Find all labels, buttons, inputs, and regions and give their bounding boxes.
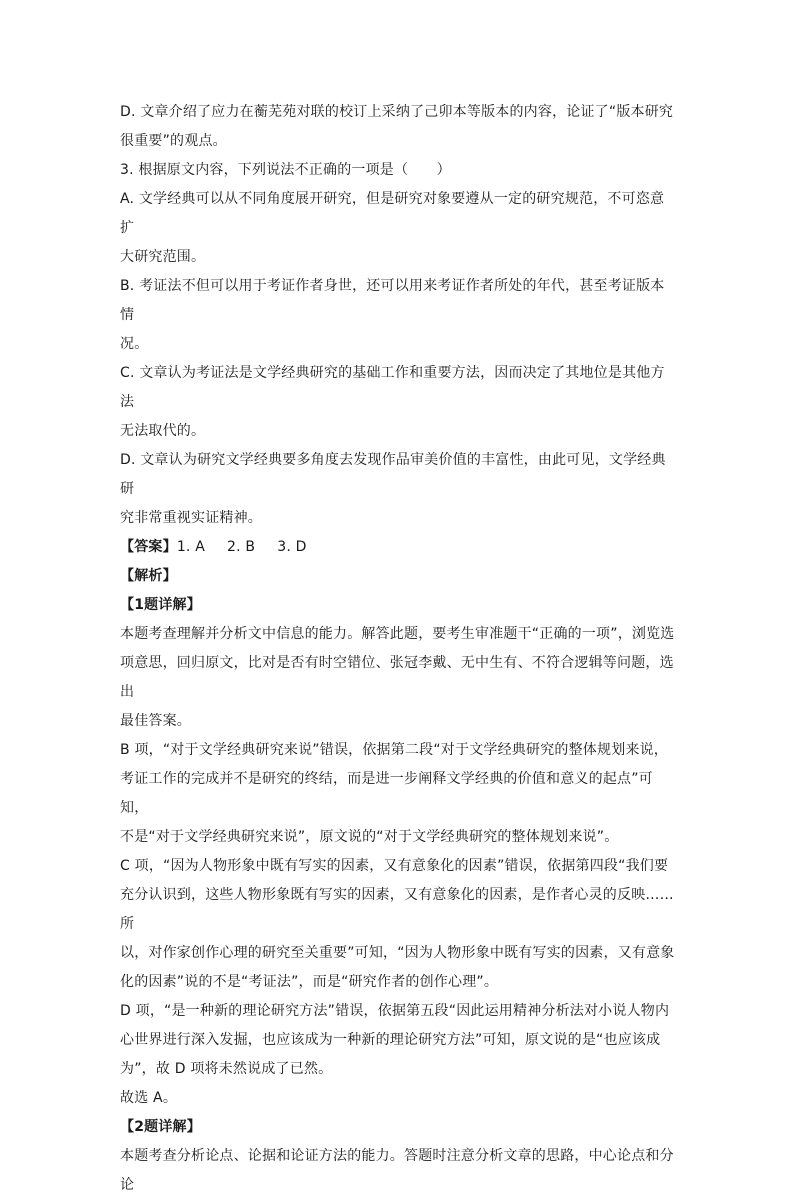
q3-option-d-line1: D. 文章认为研究文学经典要多角度去发现作品审美价值的丰富性，由此可见，文学经典研 <box>120 452 666 497</box>
q1-b-line: B 项，“对于文学经典研究来说”错误，依据第二段“对于文学经典研究的整体规划来说， <box>120 742 669 758</box>
q3-stem: 3. 根据原文内容，下列说法不正确的一项是（ ） <box>120 162 451 178</box>
q1-intro-line: 最佳答案。 <box>120 713 191 729</box>
answer-line <box>120 533 676 562</box>
q1-intro-line: 项意思，回归原文，比对是否有时空错位、张冠李戴、无中生有、不符合逻辑等问题，选出 <box>120 655 674 700</box>
q1-c-line: C 项，“因为人物形象中既有写实的因素，又有意象化的因素”错误，依据第四段“我们要 <box>120 858 669 874</box>
q1-c-line: 化的因素”说的不是“考证法”，而是“研究作者的创作心理”。 <box>120 974 499 990</box>
q1-heading: 【1题详解】 <box>120 597 201 613</box>
q2-option-d-line2: 很重要”的观点。 <box>120 133 227 149</box>
q2-intro-line: 本题考查分析论点、论据和论证方法的能力。答题时注意分析文章的思路，中心论点和分论 <box>120 1148 674 1193</box>
q3-option-c-line1: C. 文章认为考证法是文学经典研究的基础工作和重要方法，因而决定了其地位是其他方法 <box>120 365 665 410</box>
q1-b-line: 考证工作的完成并不是研究的终结，而是进一步阐释文学经典的价值和意义的起点”可知， <box>120 771 653 816</box>
q1-d-line: 心世界进行深入发掘，也应该成为一种新的理论研究方法”可知，原文说的是“也应该成 <box>120 1032 661 1048</box>
q1-d-line: D 项，“是一种新的理论研究方法”错误，依据第五段“因此运用精神分析法对小说人物内 <box>120 1003 670 1019</box>
answer-item: 2. B <box>227 539 256 555</box>
q2-option-d-line1: D. 文章介绍了应力在蘅芜苑对联的校订上采纳了己卯本等版本的内容，论证了“版本研究 <box>120 104 674 120</box>
q1-b-line: 不是“对于文学经典研究来说”，原文说的“对于文学经典研究的整体规划来说”。 <box>120 829 619 845</box>
q1-d-line: 为”，故 D 项将未然说成了已然。 <box>120 1061 333 1077</box>
q1-intro-line: 本题考查理解并分析文中信息的能力。解答此题，要考生审准题干“正确的一项”，浏览选 <box>120 626 675 642</box>
q3-option-b-line1: B. 考证法不但可以用于考证作者身世，还可以用来考证作者所处的年代，甚至考证版本情 <box>120 278 665 323</box>
answer-item: 1. A <box>176 539 205 555</box>
q3-option-b-line2: 况。 <box>120 336 149 352</box>
q1-c-line: 充分认识到，这些人物形象既有写实的因素，又有意象化的因素，是作者心灵的反映……所 <box>120 887 674 932</box>
q2-heading: 【2题详解】 <box>120 1119 201 1135</box>
q1-conclusion: 故选 A。 <box>120 1090 178 1106</box>
q1-c-line: 以，对作家创作心理的研究至关重要”可知，“因为人物形象中既有写实的因素，又有意象 <box>120 945 675 961</box>
q3-option-a-line2: 大研究范围。 <box>120 249 206 265</box>
q3-option-d-line2: 究非常重视实证精神。 <box>120 510 262 526</box>
document-body <box>120 98 676 1200</box>
answer-tag: 【答案】 <box>120 539 177 555</box>
q3-option-c-line2: 无法取代的。 <box>120 423 206 439</box>
analysis-tag: 【解析】 <box>120 568 177 584</box>
q3-option-a-line1: A. 文学经典可以从不同角度展开研究，但是研究对象要遵从一定的研究规范，不可恣意扩 <box>120 191 665 236</box>
answer-item: 3. D <box>277 539 307 555</box>
